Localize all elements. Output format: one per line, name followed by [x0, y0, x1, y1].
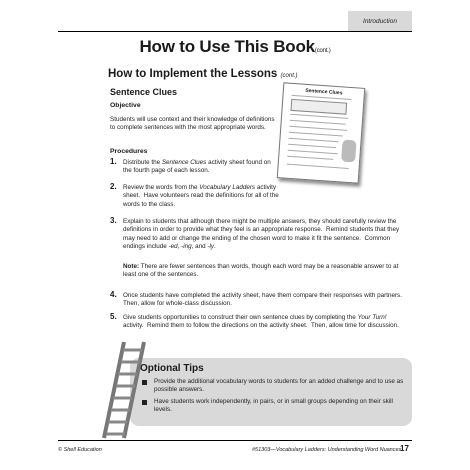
optional-tips-box — [130, 358, 412, 426]
step-5-text: Give students opportunities to construct their own sentence clues by completing the Your Turn! activity. Remind them to follow the directions on the activity sheet. Then, allow time for discussion. — [123, 314, 399, 330]
step-4-number: 4. — [110, 290, 117, 299]
step-1-number: 1. — [110, 157, 117, 166]
step-2-text: Review the words from the Vocabulary Ladders activity sheet. Have volunteers read the definitions for all of the words to the class. — [123, 184, 279, 208]
objective-label: Objective — [110, 102, 141, 109]
thumbnail-line — [289, 138, 339, 142]
thumbnail-line — [288, 150, 338, 154]
optional-tips-title: Optional Tips — [140, 363, 204, 374]
step-2-number: 2. — [110, 182, 117, 191]
thumbnail-line — [287, 164, 349, 169]
step-1-text: Distribute the Sentence Clues activity sheet found on the fourth page of each lesson. — [123, 159, 271, 175]
thumbnail-line — [288, 144, 336, 148]
section-heading — [108, 68, 298, 80]
tip-item: Have students work independently, in pairs, or in small groups depending on their skill levels. — [154, 398, 393, 414]
section-tab: Introduction — [348, 11, 412, 31]
page-number: 17 — [400, 444, 409, 453]
step-4-text: Once students have completed the activity sheet, have them compare their responses with partners. Then, allow for whole-class discussion. — [123, 292, 402, 308]
worksheet-thumbnail — [277, 82, 365, 183]
page-title — [0, 37, 470, 57]
step-3-text: Explain to students that although there might be multiple answers, they should carefully review the definitions in order to provide what they feel is an appropriate response. Remind students that they may need to add or change the ending of the chosen word to make it fit the sentence. Common endings include -ed, -ing, and -ly. — [123, 218, 400, 251]
ladder-icon — [100, 340, 152, 440]
objective-text: Students will use context and their knowledge of definitions to complete sentences with the most appropriate words. — [110, 116, 275, 132]
thumbnail-figure-icon — [341, 140, 357, 163]
note-label: Note: — [123, 263, 140, 270]
thumbnail-word-box — [290, 99, 347, 115]
activity-title: Sentence Clues — [110, 87, 178, 97]
header-rule — [58, 31, 412, 32]
section-heading-text: How to Implement the Lessons — [108, 68, 278, 80]
footer-rule — [58, 440, 412, 441]
step-3-number: 3. — [110, 216, 117, 225]
step-3-note — [123, 263, 408, 280]
section-heading-cont: (cont.) — [280, 73, 298, 79]
tip-item: Provide the additional vocabulary words to students for an added challenge and to use as possible answers. — [154, 378, 404, 394]
worksheet-thumbnail-title: Sentence Clues — [305, 87, 343, 97]
thumbnail-line — [290, 120, 346, 125]
page-title-cont: (cont.) — [314, 48, 331, 54]
page-title-text: How to Use This Book — [139, 37, 315, 56]
procedures-label: Procedures — [110, 148, 148, 155]
footer-book-title: #51303—Vocabulary Ladders: Understanding Word Nuances — [252, 447, 402, 453]
thumbnail-line — [287, 156, 333, 160]
thumbnail-line — [289, 132, 343, 137]
footer-publisher: © Shell Education — [58, 447, 102, 453]
step-5-number: 5. — [110, 312, 117, 321]
thumbnail-line — [289, 126, 347, 131]
note-text: There are fewer sentences than words, though each word may be a reasonable answer to at least one of the sentences. — [123, 263, 399, 279]
thumbnail-line — [290, 114, 348, 119]
